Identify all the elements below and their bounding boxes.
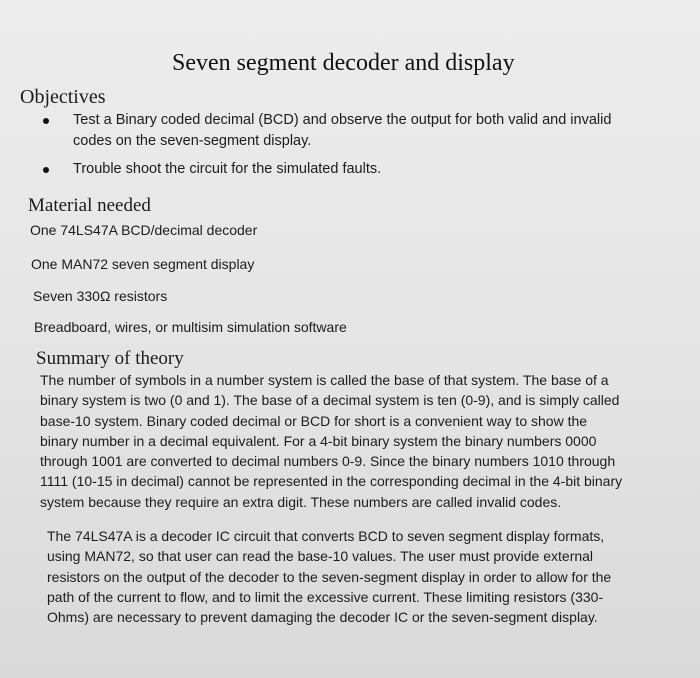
material-item: One 74LS47A BCD/decimal decoder: [30, 222, 258, 238]
material-item: Breadboard, wires, or multisim simulation software: [34, 319, 347, 335]
material-item: One MAN72 seven segment display: [31, 256, 255, 272]
summary-heading: Summary of theory: [36, 348, 184, 369]
material-item: Seven 330Ω resistors: [33, 288, 168, 304]
summary-paragraph: The number of symbols in a number system is called the base of that system. The base of a binary system is two (0 and 1). The base of a decimal system is ten (0-9), and is simply called base-10 system. Binary coded decimal or BCD for short is a convenient way to show the binary number in a decimal equivalent. For a 4-bit binary system the binary numbers 0000 through 1001 are converted to decimal numbers 0-9. Since the binary numbers 1010 through 1111 (10-15 in decimal) cannot be represented in the corresponding decimal in the 4-bit binary system because they require an extra digit. These numbers are called invalid codes.: [40, 372, 623, 510]
objective-item: [73, 159, 633, 180]
objectives-heading: Objectives: [20, 86, 106, 108]
material-heading: Material needed: [28, 195, 151, 216]
objective-text: Test a Binary coded decimal (BCD) and observe the output for both valid and invalid codes on the seven-segment display.: [73, 112, 612, 149]
objective-item: [73, 110, 633, 152]
summary-paragraph: The 74LS47A is a decoder IC circuit that converts BCD to seven segment display formats, using MAN72, so that user can read the base-10 values. The user must provide external resistors on the output of the decoder to the seven-segment display in order to allow for the path of the current to flow, and to limit the excessive current. These limiting resistors (330-Ohms) are necessary to prevent damaging the decoder IC or the seven-segment display.: [47, 528, 612, 626]
document-title: Seven segment decoder and display: [172, 50, 515, 76]
bullet-icon: [43, 167, 49, 173]
objective-text: Trouble shoot the circuit for the simulated faults.: [73, 161, 382, 177]
bullet-icon: [43, 118, 49, 124]
